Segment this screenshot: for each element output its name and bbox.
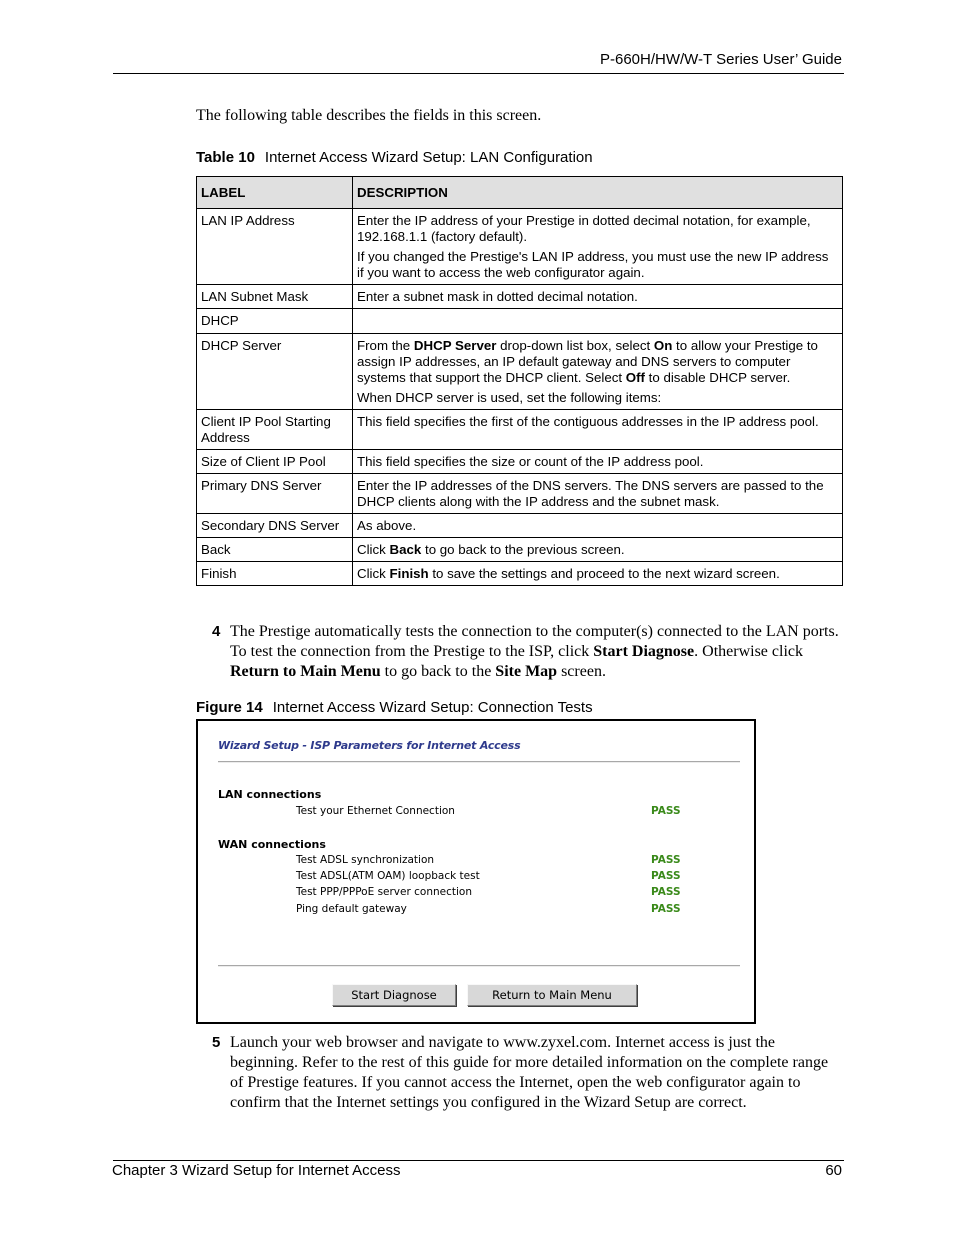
step-text-part: The Prestige automatically tests the connection to the computer(s) connected to the LAN ports. To test the connection from the Prestige to the ISP, click [230,623,839,660]
table-row [197,562,843,586]
header-description: DESCRIPTION [353,177,843,209]
step-text-part: screen. [557,663,606,680]
description-text: Click [357,566,390,581]
test-name: Test ADSL(ATM OAM) loopback test [296,870,480,882]
row-label: Finish [197,562,353,586]
wan-heading: WAN connections [218,838,326,851]
table-row [197,209,843,285]
table-row [197,538,843,562]
screen-title: Wizard Setup - ISP Parameters for Internet Access [218,739,521,752]
step-text [230,622,844,682]
row-description: This field specifies the first of the contiguous addresses in the IP address pool. [353,410,843,450]
description-text: When DHCP server is used, set the following items: [357,390,662,405]
step-text-part: . Otherwise click [694,643,803,660]
table-row [197,309,843,334]
description-text: If you changed the Prestige's LAN IP address, you must use the new IP address if you want to access the web configurator again. [357,249,829,280]
row-description [353,309,843,334]
step-number: 4 [212,623,221,640]
row-description: Enter the IP addresses of the DNS servers. The DNS servers are passed to the DHCP clients along with the IP address and the subnet mask. [353,474,843,514]
description-text: From the [357,338,414,353]
row-label: LAN Subnet Mask [197,285,353,309]
bold-term: Site Map [495,663,558,680]
return-to-main-menu-button[interactable]: Return to Main Menu [467,984,637,1006]
top-divider [218,761,740,763]
step-number: 5 [212,1034,221,1051]
header-rule [113,73,844,74]
bold-term: Back [389,542,422,557]
row-description: As above. [353,514,843,538]
row-description: Enter a subnet mask in dotted decimal notation. [353,285,843,309]
row-description [353,562,843,586]
step-4 [196,622,844,682]
row-description [353,209,843,285]
table-row [197,410,843,450]
table-row [197,450,843,474]
step-5 [196,1033,844,1113]
test-result: PASS [651,854,681,866]
description-text: drop-down list box, select [496,338,654,353]
header-label: LABEL [197,177,353,209]
running-header: P-660H/HW/W-T Series User’ Guide [599,51,842,68]
bold-term: DHCP Server [413,338,497,353]
table-header-row [197,177,843,209]
start-diagnose-button[interactable]: Start Diagnose [332,984,456,1006]
description-text: Click [357,542,390,557]
step-text-part: to go back to the [380,663,496,680]
table-row [197,334,843,410]
table-row [197,514,843,538]
row-label: LAN IP Address [197,209,353,285]
description-text [357,338,838,386]
row-label: DHCP [197,309,353,334]
row-description [353,538,843,562]
page-number: 60 [825,1162,842,1179]
row-label: Primary DNS Server [197,474,353,514]
row-label: Back [197,538,353,562]
row-label: DHCP Server [197,334,353,410]
description-text: to go back to the previous screen. [421,542,625,557]
bold-term: Off [625,370,645,385]
table-row [197,285,843,309]
description-text: Enter the IP address of your Prestige in dotted decimal notation, for example, 192.168.1.1 (factory default). [357,213,811,244]
bold-term: Return to Main Menu [230,663,381,680]
table-row [197,474,843,514]
table-caption [196,149,593,166]
test-name: Test PPP/PPPoE server connection [296,886,472,898]
figure-caption-label: Figure 14 [196,699,263,716]
description-text: to allow your Prestige to assign IP addresses, an IP default gateway and DNS servers to computer systems that support the DHCP client. Select [357,338,818,385]
footer-chapter: Chapter 3 Wizard Setup for Internet Access [112,1162,401,1179]
figure-caption-text: Internet Access Wizard Setup: Connection Tests [272,699,593,716]
bold-term: On [653,338,673,353]
row-label: Client IP Pool Starting Address [197,410,353,450]
footer-rule [113,1160,844,1161]
intro-paragraph: The following table describes the fields in this screen. [196,107,542,124]
row-description: This field specifies the size or count of the IP address pool. [353,450,843,474]
table-caption-label: Table 10 [196,149,255,166]
test-name: Test ADSL synchronization [296,854,435,866]
step-text: Launch your web browser and navigate to www.zyxel.com. Internet access is just the beginning. Refer to the rest of this guide for more detailed information on the complete range of Prestige features. If you cannot access the Internet, open the web configurator again to confirm that the Internet settings you configured in the Wizard Setup are correct. [230,1034,829,1111]
connection-tests-screenshot [196,719,756,1024]
row-description [353,334,843,410]
test-result: PASS [651,805,681,817]
fields-table [196,176,843,586]
lan-heading: LAN connections [218,788,322,801]
bottom-divider [218,965,740,967]
description-text: to disable DHCP server. [644,370,791,385]
bold-term: Finish [389,566,429,581]
row-label: Size of Client IP Pool [197,450,353,474]
test-result: PASS [651,903,681,915]
figure-caption [196,699,593,716]
test-result: PASS [651,886,681,898]
test-name: Test your Ethernet Connection [296,805,455,817]
bold-term: Start Diagnose [593,643,695,660]
table-caption-text: Internet Access Wizard Setup: LAN Configuration [264,149,593,166]
test-result: PASS [651,870,681,882]
description-text: to save the settings and proceed to the next wizard screen. [428,566,780,581]
test-name: Ping default gateway [296,903,407,915]
row-label: Secondary DNS Server [197,514,353,538]
